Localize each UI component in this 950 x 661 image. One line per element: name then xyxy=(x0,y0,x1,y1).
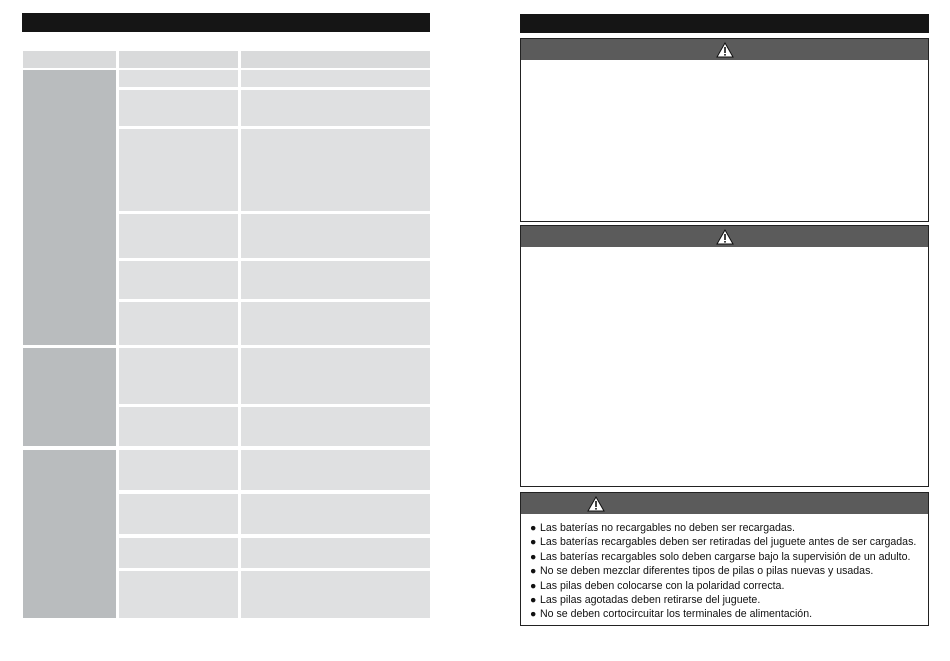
table-row xyxy=(241,407,430,446)
battery-box-header xyxy=(521,493,928,514)
right-header-bar xyxy=(520,14,929,33)
warning-triangle-icon xyxy=(716,42,734,58)
table-row xyxy=(119,261,238,299)
list-item: ● No se deben cortocircuitar los terminales de alimentación. xyxy=(530,608,813,621)
warning-box-2 xyxy=(520,225,929,487)
table-header-cell-2 xyxy=(119,51,238,68)
table-row xyxy=(119,571,238,618)
left-header-bar xyxy=(22,13,430,32)
table-row xyxy=(241,538,430,568)
table-row xyxy=(241,90,430,126)
table-row xyxy=(119,538,238,568)
list-item: ● Las baterías recargables deben ser retiradas del juguete antes de ser cargadas. xyxy=(530,536,917,549)
list-item: ● Las baterías no recargables no deben ser recargadas. xyxy=(530,522,796,534)
table-row xyxy=(119,407,238,446)
table-row xyxy=(241,129,430,211)
table-row xyxy=(119,302,238,345)
table-group-label-1 xyxy=(23,70,116,345)
table-row xyxy=(119,70,238,87)
table-row xyxy=(241,70,430,87)
battery-rules-list xyxy=(521,514,928,622)
list-item: ● Las pilas deben colocarse con la polaridad correcta. xyxy=(530,579,785,592)
table-row xyxy=(119,90,238,126)
list-item: ● No se deben mezclar diferentes tipos de pilas o pilas nuevas y usadas. xyxy=(530,565,874,578)
table-header-cell-3 xyxy=(241,51,430,68)
warning-triangle-icon xyxy=(716,229,734,245)
table-row xyxy=(119,494,238,534)
table-group-label-3 xyxy=(23,450,116,618)
warning-box-1-header xyxy=(521,39,928,60)
table-group-label-2 xyxy=(23,348,116,446)
list-item: ● Las baterías recargables solo deben cargarse bajo la supervisión de un adulto. xyxy=(530,550,911,563)
table-row xyxy=(241,348,430,404)
warning-triangle-icon xyxy=(587,496,605,512)
battery-warning-box xyxy=(520,492,929,626)
table-row xyxy=(119,450,238,490)
table-row xyxy=(241,261,430,299)
list-item: ● Las pilas agotadas deben retirarse del juguete. xyxy=(530,594,761,607)
warning-box-2-header xyxy=(521,226,928,247)
table-row xyxy=(119,214,238,258)
table-row xyxy=(119,348,238,404)
table-row xyxy=(241,494,430,534)
table-row xyxy=(241,302,430,345)
table-row xyxy=(119,129,238,211)
warning-box-1 xyxy=(520,38,929,222)
table-row xyxy=(241,214,430,258)
table-row xyxy=(241,450,430,490)
table-row xyxy=(241,571,430,618)
table-header-cell-1 xyxy=(23,51,116,68)
